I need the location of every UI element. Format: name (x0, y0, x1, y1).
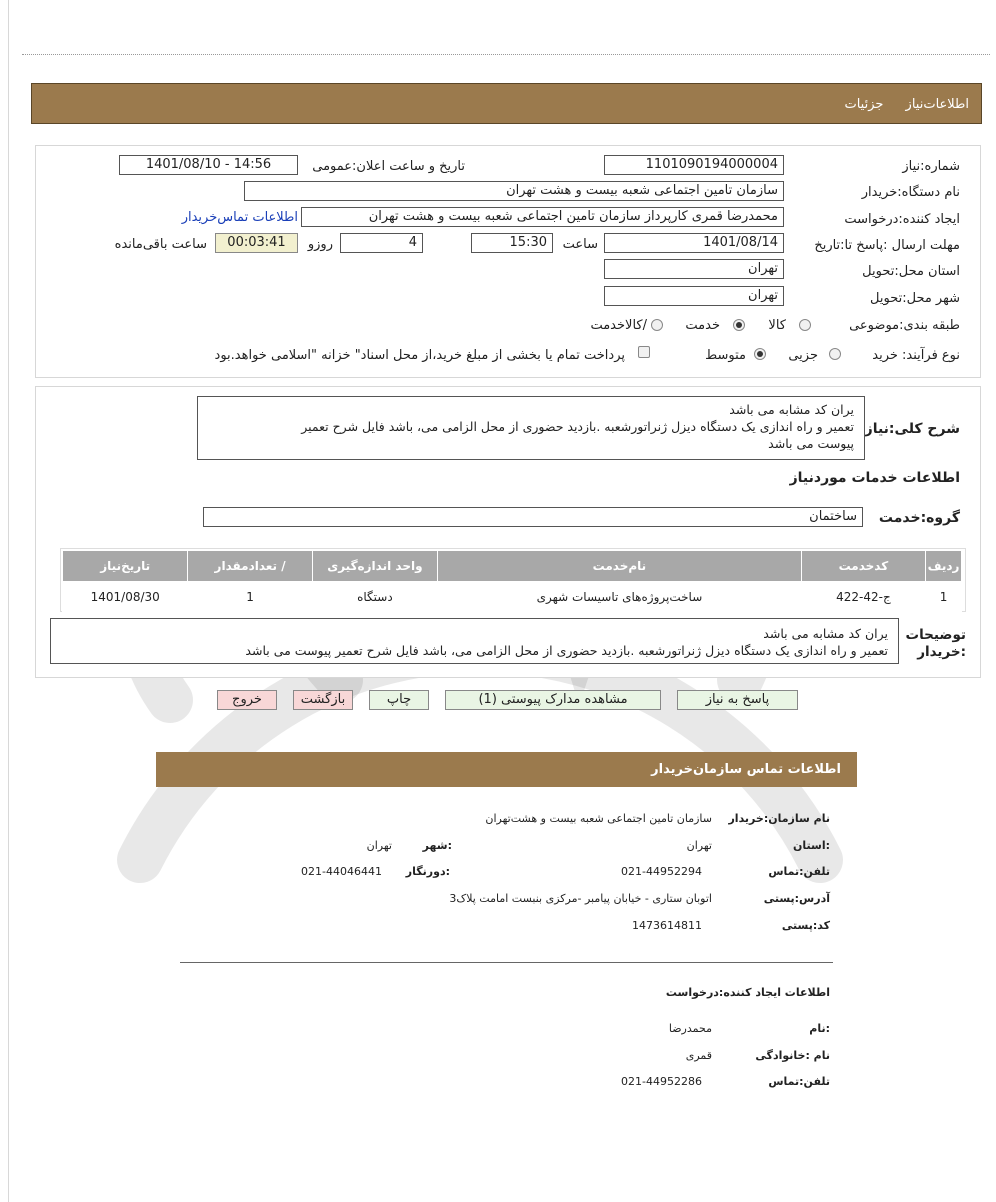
creator-info-title: اطلاعات ایجاد کننده:درخواست (665, 986, 830, 999)
phone-label: تلفن:تماس (768, 865, 830, 878)
services-section-title: اطلاعات خدمات موردنیاز (789, 470, 960, 486)
cell-service-code: ج-42-422 (801, 582, 925, 613)
treasury-payment-checkbox[interactable] (638, 346, 650, 358)
remaining-label: ساعت باقی‌مانده (114, 237, 207, 252)
need-number-field: 1101090194000004 (604, 155, 784, 175)
cell-row-number: 1 (926, 582, 962, 613)
table-header-row (63, 551, 962, 582)
treasury-payment-note: پرداخت تمام یا بخشی از مبلغ خرید،از محل اسناد" خزانه "اسلامی خواهد.بود (214, 348, 625, 363)
announce-date-label: تاریخ و ساعت اعلان:عمومی (312, 159, 465, 174)
postal-code-value: 1473614811 (632, 919, 702, 932)
radio-service[interactable] (733, 319, 745, 331)
radio-goods-label: کالا (768, 318, 786, 333)
buyer-org-label: نام دستگاه:خریدار (861, 185, 960, 200)
phone-value: 021-44952294 (621, 865, 702, 878)
cell-need-date: 1401/08/30 (63, 582, 188, 613)
fax-label: :دورنگار (405, 865, 450, 878)
address-value: اتوبان ستاری - خیابان پیامبر -مرکزی بنبست امامت پلاک3 (449, 892, 712, 905)
province-contact-value: تهران (686, 839, 712, 852)
process-type-label: نوع فرآیند: خرید (872, 348, 960, 363)
radio-medium-label: متوسط (705, 348, 746, 363)
city-contact-value: تهران (366, 839, 392, 852)
need-info-panel (35, 145, 981, 378)
creator-name-value: محمدرضا (668, 1022, 712, 1035)
col-quantity: / تعدادمقدار (188, 551, 312, 582)
creator-phone-value: 021-44952286 (621, 1075, 702, 1088)
col-unit: واحد اندازه‌گیری (312, 551, 437, 582)
announce-date-field: 1401/08/10 - 14:56 (119, 155, 298, 175)
services-table (62, 550, 962, 613)
creator-label: ایجاد کننده:درخواست (844, 212, 960, 227)
radio-goods[interactable] (799, 319, 811, 331)
description-line-2: تعمیر و راه اندازی یک دستگاه دیزل ژنراتورشعبه .بازدید حضوری از محل الزامی می، باشد فایل شرح تعمیر (301, 419, 854, 434)
province-label: استان محل:تحویل (862, 264, 960, 279)
radio-goods-service-label: /کالاخدمت (590, 318, 647, 333)
days-field: 4 (340, 233, 423, 253)
back-button[interactable]: بازگشت (293, 690, 353, 710)
col-need-date: تاریخ‌نیاز (63, 551, 188, 582)
col-row-number: ردیف (926, 551, 962, 582)
service-group-field: ساختمان (203, 507, 863, 527)
contact-title: اطلاعات تماس سازمان‌خریدار (651, 762, 841, 777)
description-label: شرح کلی:نیاز (864, 421, 960, 437)
contact-header-bar (156, 752, 857, 787)
need-number-label: شماره:نیاز (902, 159, 960, 174)
radio-medium[interactable] (754, 348, 766, 360)
postal-code-label: کد:پستی (781, 919, 830, 932)
deadline-time-field: 15:30 (471, 233, 553, 253)
creator-family-value: قمری (685, 1049, 712, 1062)
creator-phone-label: تلفن:تماس (768, 1075, 830, 1088)
creator-field: محمدرضا قمری کارپرداز سازمان تامین اجتماعی شعبه بیست و هشت تهران (301, 207, 784, 227)
description-line-1: یران کد مشابه می باشد (729, 402, 854, 417)
description-box (197, 396, 865, 460)
contact-divider (180, 962, 833, 963)
creator-family-label: نام :خانوادگی (755, 1049, 830, 1062)
print-button[interactable]: چاپ (369, 690, 429, 710)
deadline-date-field: 1401/08/14 (604, 233, 784, 253)
radio-partial[interactable] (829, 348, 841, 360)
city-contact-label: :شهر (422, 839, 452, 852)
org-label: نام سازمان:خریدار (728, 812, 830, 825)
category-label: طبقه بندی:موضوعی (849, 318, 960, 333)
radio-goods-service[interactable] (651, 319, 663, 331)
province-field: تهران (604, 259, 784, 279)
table-row (63, 582, 962, 613)
view-attachments-button[interactable]: مشاهده مدارک پیوستی (1) (445, 690, 661, 710)
tab-details[interactable]: جزئیات (844, 97, 884, 112)
exit-button[interactable]: خروج (217, 690, 277, 710)
city-field: تهران (604, 286, 784, 306)
cell-unit: دستگاه (312, 582, 437, 613)
buyer-contact-link[interactable]: اطلاعات تماس‌خریدار (181, 210, 298, 225)
deadline-label: مهلت ارسال :پاسخ تا:تاریخ (814, 238, 960, 253)
buyer-notes-line-2: تعمیر و راه اندازی یک دستگاه دیزل ژنراتورشعبه .بازدید حضوری از محل الزامی می، باشد فایل شرح تعمیر پیوست می باشد (245, 643, 888, 658)
radio-service-label: خدمت (685, 318, 720, 333)
days-label: روزو (307, 237, 333, 252)
reply-button[interactable]: پاسخ به نیاز (677, 690, 798, 710)
fax-value: 021-44046441 (301, 865, 382, 878)
cell-quantity: 1 (188, 582, 312, 613)
address-label: آدرس:پستی (763, 892, 830, 905)
creator-name-label: :نام (809, 1022, 830, 1035)
buyer-notes-label-1: توضیحات (905, 627, 966, 643)
buyer-org-field: سازمان تامین اجتماعی شعبه بیست و هشت تهران (244, 181, 784, 201)
buyer-notes-box (50, 618, 899, 664)
remaining-timer: 00:03:41 (215, 233, 298, 253)
radio-partial-label: جزیی (788, 348, 818, 363)
dotted-divider (22, 54, 990, 55)
col-service-code: کدخدمت (801, 551, 925, 582)
col-service-name: نام‌خدمت (438, 551, 802, 582)
deadline-time-label: ساعت (562, 237, 598, 252)
cell-service-name: ساخت‌پروژه‌های تاسیسات شهری (438, 582, 802, 613)
tab-need-info[interactable]: اطلاعات‌نیاز (905, 97, 969, 112)
city-label: شهر محل:تحویل (870, 291, 960, 306)
buyer-notes-label-2: :خریدار (917, 644, 966, 660)
service-group-label: گروه:خدمت (878, 510, 960, 526)
page-border-left (8, 0, 9, 1202)
page-header-bar (31, 83, 982, 124)
org-value: سازمان تامین اجتماعی شعبه بیست و هشت‌تهران (485, 812, 712, 825)
province-contact-label: :استان (793, 839, 830, 852)
buyer-notes-line-1: یران کد مشابه می باشد (763, 626, 888, 641)
description-line-3: پیوست می باشد (768, 436, 854, 451)
